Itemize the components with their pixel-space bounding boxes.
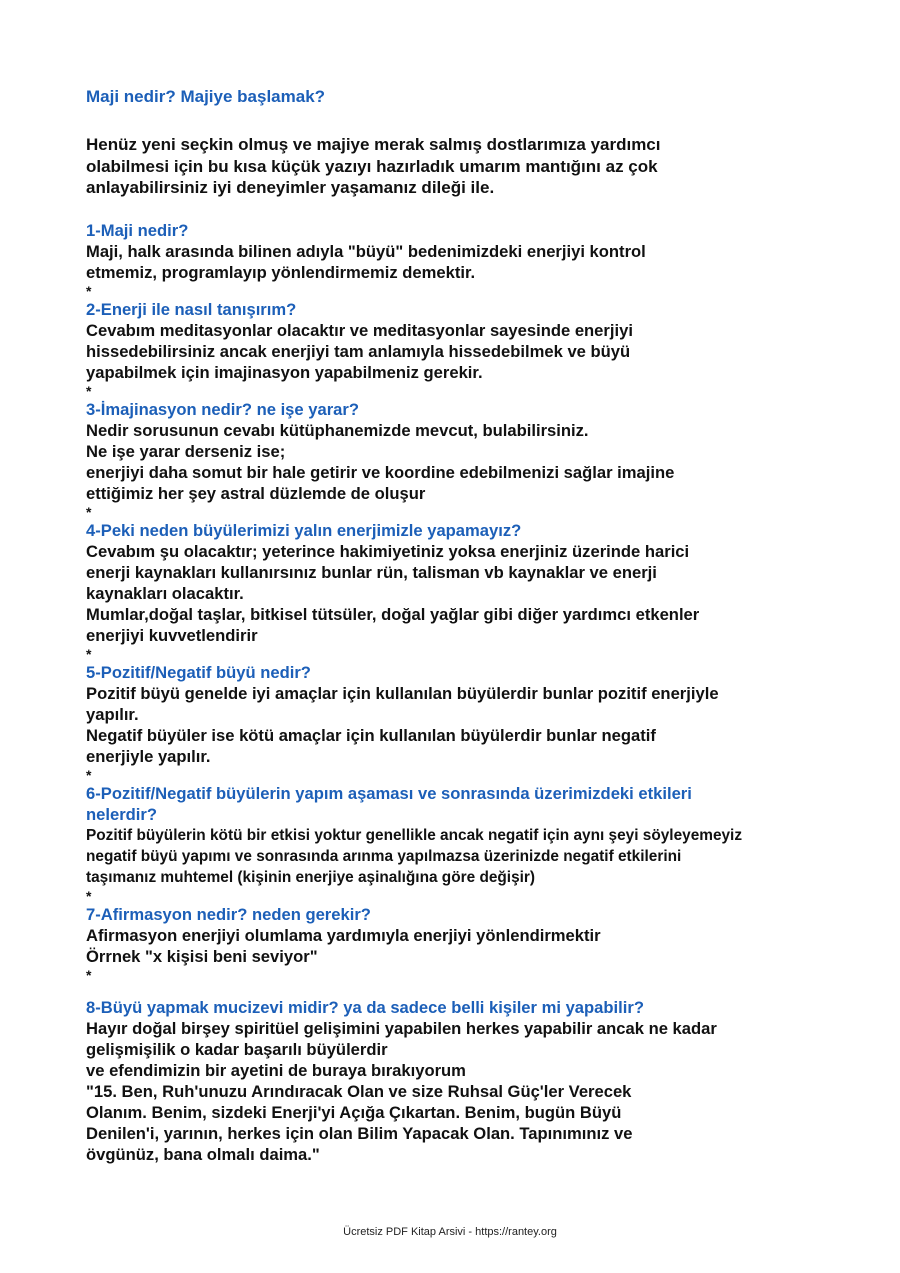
section-body-line: Negatif büyüler ise kötü amaçlar için kullanılan büyülerdir bunlar negatif bbox=[86, 725, 656, 745]
section-separator: * bbox=[86, 645, 92, 662]
section-body bbox=[86, 925, 826, 967]
section-heading-line: 8-Büyü yapmak mucizevi midir? ya da sadece belli kişiler mi yapabilir? bbox=[86, 997, 644, 1017]
section-heading bbox=[86, 662, 826, 683]
section-body-line: Cevabım şu olacaktır; yeterince hakimiyetiniz yoksa enerjiniz üzerinde harici bbox=[86, 541, 690, 561]
section-heading-line: 7-Afirmasyon nedir? neden gerekir? bbox=[86, 904, 371, 924]
intro-line: Henüz yeni seçkin olmuş ve majiye merak salmış dostlarımıza yardımcı bbox=[86, 135, 661, 154]
section-body bbox=[86, 1018, 826, 1165]
section-body-line: Denilen'i, yarının, herkes için olan Bilim Yapacak Olan. Tapınımınız ve bbox=[86, 1123, 633, 1143]
section-heading-line: 3-İmajinasyon nedir? ne işe yarar? bbox=[86, 399, 359, 419]
qa-section bbox=[86, 662, 826, 783]
section-heading-line: 4-Peki neden büyülerimizi yalın enerjimizle yapamayız? bbox=[86, 520, 522, 540]
section-body-line: Hayır doğal birşey spiritüel gelişimini yapabilen herkes yapabilir ancak ne kadar bbox=[86, 1018, 717, 1038]
section-heading-line: nelerdir? bbox=[86, 804, 158, 824]
section-body-line: Mumlar,doğal taşlar, bitkisel tütsüler, doğal yağlar gibi diğer yardımcı etkenler bbox=[86, 604, 700, 624]
section-body bbox=[86, 241, 826, 283]
section-heading-line: 2-Enerji ile nasıl tanışırım? bbox=[86, 299, 297, 319]
section-body-line: Pozitif büyü genelde iyi amaçlar için kullanılan büyülerdir bunlar pozitif enerjiyle bbox=[86, 683, 719, 703]
section-body-line: Afirmasyon enerjiyi olumlama yardımıyla enerjiyi yönlendirmektir bbox=[86, 925, 601, 945]
section-separator: * bbox=[86, 282, 92, 299]
section-body bbox=[86, 825, 826, 888]
intro-paragraph bbox=[86, 134, 826, 199]
footer-text: Ücretsiz PDF Kitap Arsivi - https://rantey.org bbox=[343, 1226, 557, 1238]
section-body-line: Maji, halk arasında bilinen adıyla "büyü" bedenimizdeki enerjiyi kontrol bbox=[86, 241, 646, 261]
section-body-line: Cevabım meditasyonlar olacaktır ve meditasyonlar sayesinde enerjiyi bbox=[86, 320, 633, 340]
section-body bbox=[86, 320, 826, 383]
section-separator: * bbox=[86, 966, 92, 983]
qa-section bbox=[86, 299, 826, 399]
section-separator: * bbox=[86, 503, 92, 520]
section-body-line: enerjiyi daha somut bir hale getirir ve koordine edebilmenizi sağlar imajine bbox=[86, 462, 675, 482]
section-body-line: ve efendimizin bir ayetini de buraya bırakıyorum bbox=[86, 1060, 466, 1080]
section-body-line: etmemiz, programlayıp yönlendirmemiz demektir. bbox=[86, 262, 476, 282]
section-body-line: kaynakları olacaktır. bbox=[86, 583, 244, 603]
document-page bbox=[86, 86, 826, 1165]
section-separator: * bbox=[86, 766, 92, 783]
qa-section bbox=[86, 520, 826, 662]
section-body-line: Ne işe yarar derseniz ise; bbox=[86, 441, 286, 461]
section-body bbox=[86, 420, 826, 504]
section-body bbox=[86, 541, 826, 646]
section-heading bbox=[86, 783, 826, 825]
section-body-line: gelişmişilik o kadar başarılı büyülerdir bbox=[86, 1039, 388, 1059]
section-separator: * bbox=[86, 887, 92, 904]
section-heading-line: 6-Pozitif/Negatif büyülerin yapım aşaması ve sonrasında üzerimizdeki etkileri bbox=[86, 783, 692, 803]
section-body-line: Nedir sorusunun cevabı kütüphanemizde mevcut, bulabilirsiniz. bbox=[86, 420, 589, 440]
section-body-line: enerji kaynakları kullanırsınız bunlar rün, talisman vb kaynaklar ve enerji bbox=[86, 562, 657, 582]
section-body-line: yapılır. bbox=[86, 704, 139, 724]
section-body-line: negatif büyü yapımı ve sonrasında arınma yapılmazsa üzerinizde negatif etkilerini bbox=[86, 847, 682, 865]
section-heading bbox=[86, 220, 826, 241]
section-heading bbox=[86, 904, 826, 925]
qa-sections bbox=[86, 220, 826, 1165]
section-heading-line: 5-Pozitif/Negatif büyü nedir? bbox=[86, 662, 311, 682]
section-body-line: Olanım. Benim, sizdeki Enerji'yi Açığa Çıkartan. Benim, bugün Büyü bbox=[86, 1102, 622, 1122]
section-body-line: ettiğimiz her şey astral düzlemde de oluşur bbox=[86, 483, 426, 503]
section-body-line: taşımanız muhtemel (kişinin enerjiye aşinalığına göre değişir) bbox=[86, 868, 536, 886]
qa-section bbox=[86, 399, 826, 520]
section-body-line: yapabilmek için imajinasyon yapabilmeniz gerekir. bbox=[86, 362, 483, 382]
intro-line: olabilmesi için bu kısa küçük yazıyı hazırladık umarım mantığını az çok bbox=[86, 156, 658, 176]
section-heading-line: 1-Maji nedir? bbox=[86, 220, 189, 240]
qa-section bbox=[86, 997, 826, 1165]
section-body-line: Pozitif büyülerin kötü bir etkisi yoktur genellikle ancak negatif için aynı şeyi söyleyemeyiz bbox=[86, 826, 743, 844]
section-body-line: "15. Ben, Ruh'unuzu Arındıracak Olan ve size Ruhsal Güç'ler Verecek bbox=[86, 1081, 632, 1101]
section-body-line: enerjiyle yapılır. bbox=[86, 746, 211, 766]
document-title: Maji nedir? Majiye başlamak? bbox=[86, 87, 326, 106]
section-heading bbox=[86, 997, 826, 1018]
section-body-line: enerjiyi kuvvetlendirir bbox=[86, 625, 258, 645]
section-body-line: hissedebilirsiniz ancak enerjiyi tam anlamıyla hissedebilmek ve büyü bbox=[86, 341, 631, 361]
qa-section bbox=[86, 220, 826, 299]
section-heading bbox=[86, 399, 826, 420]
section-body-line: övgünüz, bana olmalı daima." bbox=[86, 1144, 320, 1164]
qa-section bbox=[86, 783, 826, 904]
section-heading bbox=[86, 520, 826, 541]
section-separator: * bbox=[86, 382, 92, 399]
section-heading bbox=[86, 299, 826, 320]
section-body bbox=[86, 683, 826, 767]
section-body-line: Örrnek "x kişisi beni seviyor" bbox=[86, 946, 318, 966]
qa-section bbox=[86, 904, 826, 983]
intro-line: anlayabilirsiniz iyi deneyimler yaşamanız dileği ile. bbox=[86, 178, 495, 197]
